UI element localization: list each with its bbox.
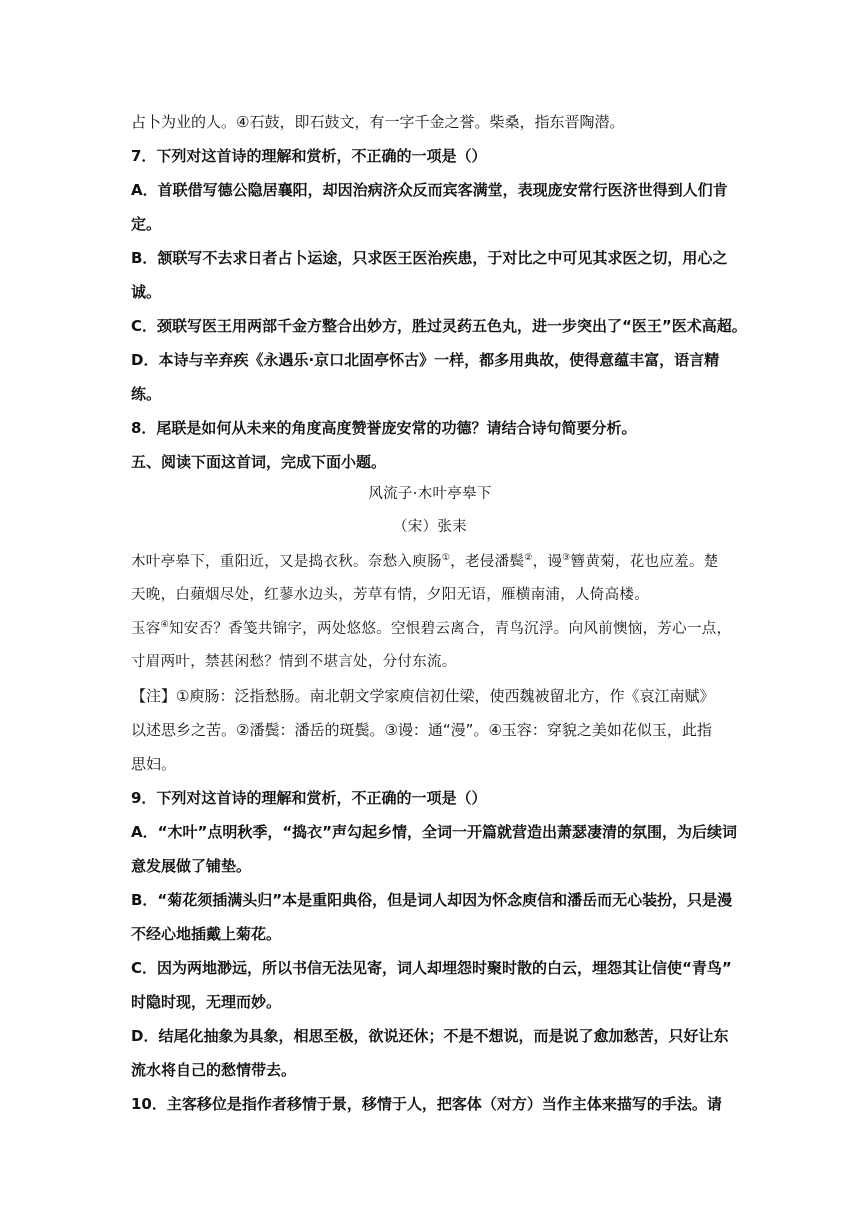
option-b-line: B．“菊花须插满头归”本是重阳典俗，但是词人却因为怀念庾信和潘岳而无心装扮，只是漫 <box>131 891 733 909</box>
option-b-line: 不经心地插戴上菊花。 <box>131 925 282 943</box>
poem-text: ，谩 <box>532 554 563 570</box>
footnote-ref: ③ <box>562 553 571 564</box>
poem-text: 簪黄菊，花也应羞。楚 <box>570 554 719 570</box>
question-8: 8．尾联是如何从未来的角度高度赞誉庞安常的功德？请结合诗句简要分析。 <box>131 419 637 437</box>
note-line: 【注】①庾肠：泛指愁肠。南北朝文学家庾信初仕梁，使西魏被留北方，作《哀江南赋》 <box>131 687 715 705</box>
poem-text: ，老侵潘鬓 <box>450 554 525 570</box>
option-a-line: 意发展做了铺垫。 <box>131 857 252 875</box>
note-line: 思妇。 <box>131 755 177 773</box>
option-a-line: A．首联借写德公隐居襄阳，却因治病济众反而宾客满堂，表现庞安常行医济世得到人们肯 <box>131 181 728 199</box>
poem-author: （宋）张耒 <box>393 519 467 535</box>
question-10: 10．主客移位是指作者移情于景，移情于人，把客体（对方）当作主体来描写的手法。请 <box>131 1095 722 1113</box>
option-a-line: 定。 <box>131 215 162 233</box>
option-d-line: D．本诗与辛弃疾《永遇乐·京口北固亭怀古》一样，都多用典故，使得意蕴丰富，语言精 <box>131 351 720 369</box>
poem-line: 天晚，白蘋烟尽处，红蓼水边头，芳草有情，夕阳无语，雁横南浦，人倚高楼。 <box>131 587 649 603</box>
note-line: 以述思乡之苦。②潘鬓：潘岳的斑鬓。③谩：通“漫”。④玉容：穿貌之美如花似玉，此指 <box>131 721 712 739</box>
option-d-line: 流水将自己的愁情带去。 <box>131 1061 297 1079</box>
option-c-line: C．颈联写医王用两部千金方整合出妙方，胜过灵药五色丸，进一步突出了“医王”医术高超。 <box>131 317 747 335</box>
option-b-line: 诚。 <box>131 283 162 301</box>
question-9: 9．下列对这首诗的理解和赏析，不正确的一项是（） <box>131 789 487 807</box>
footnote-ref: ④ <box>160 620 169 631</box>
poem-text: 知安否？香笺共锦字，两处悠悠。空恨碧云离合，青鸟沉浮。向风前懊恼，芳心一点， <box>168 621 732 637</box>
poem-line <box>131 619 731 639</box>
footnote-ref: ① <box>441 553 451 564</box>
poem-text: 玉容 <box>131 621 161 637</box>
question-7: 7．下列对这首诗的理解和赏析，不正确的一项是（） <box>131 147 487 165</box>
poem-text: 木叶亭皋下，重阳近，又是捣衣秋。奈愁入庾肠 <box>131 554 442 570</box>
option-c-line: 时隐时现，无理而妙。 <box>131 993 282 1011</box>
poem-line: 寸眉两叶，禁甚闲愁？情到不堪言处，分付东流。 <box>131 654 457 670</box>
section-heading: 五、阅读下面这首词，完成下面小题。 <box>131 453 387 471</box>
option-c-line: C．因为两地渺远，所以书信无法见寄，词人却埋怨时聚时散的白云，埋怨其让信使“青鸟” <box>131 959 732 977</box>
text-line: 占卜为业的人。④石鼓，即石鼓文，有一字千金之誉。柴桑，指东晋陶潜。 <box>131 113 625 131</box>
option-d-line: 练。 <box>131 385 162 403</box>
poem-line <box>131 552 719 572</box>
option-b-line: B．颔联写不去求日者占卜运途，只求医王医治疾患，于对比之中可见其求医之切，用心之 <box>131 249 728 267</box>
option-a-line: A．“木叶”点明秋季，“捣衣”声勾起乡情，全词一开篇就营造出萧瑟凄清的氛围，为后续词 <box>131 823 738 841</box>
footnote-ref: ② <box>524 553 533 564</box>
poem-title: 风流子·木叶亭皋下 <box>368 486 492 502</box>
option-d-line: D．结尾化抽象为具象，相思至极，欲说还休；不是不想说，而是说了愈加愁苦，只好让东 <box>131 1027 729 1045</box>
